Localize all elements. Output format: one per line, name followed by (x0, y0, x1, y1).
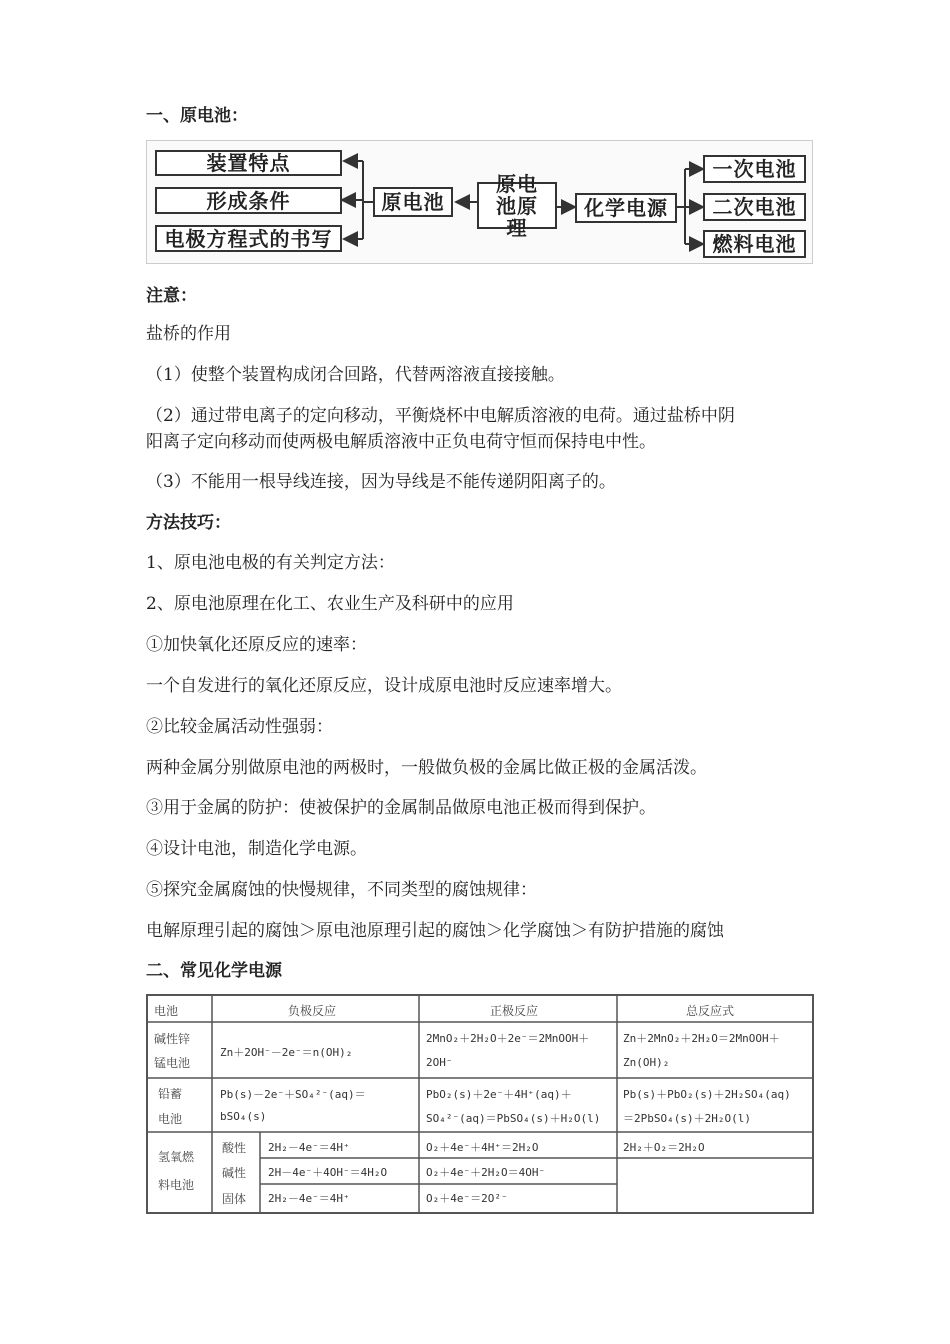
application-a-text: 一个自发进行的氧化还原反应，设计成原电池时反应速率增大。 (146, 676, 622, 696)
chemical-power-table (146, 994, 814, 1214)
box-fuel-cell: 燃料电池 (703, 230, 806, 258)
row3-alkaline-label: 碱性 (222, 1166, 247, 1180)
row2-positive-line1: PbO₂(s)＋2e⁻＋4H⁺(aq)＋ (426, 1088, 572, 1101)
box-electrode-equations: 电极方程式的书写 (155, 225, 342, 252)
salt-bridge-heading: 盐桥的作用 (146, 324, 231, 344)
notes-heading: 注意： (146, 286, 197, 306)
row1-name-line2: 锰电池 (154, 1056, 191, 1070)
row2-name-line2: 电池 (158, 1112, 183, 1126)
box-chemical-power-source: 化学电源 (575, 193, 677, 223)
row2-negative-line2: bSO₄(s) (220, 1110, 267, 1123)
row1-total-line1: Zn＋2MnO₂＋2H₂O＝2MnOOH＋ (623, 1032, 780, 1045)
application-b-text: 两种金属分别做原电池的两极时，一般做负极的金属比做正极的金属活泼。 (146, 758, 707, 778)
application-a-title: ①加快氧化还原反应的速率： (146, 635, 367, 655)
row2-total-line1: Pb(s)＋PbO₂(s)＋2H₂SO₄(aq) (623, 1088, 791, 1101)
application-c-text: ③用于金属的防护：使被保护的金属制品做原电池正极而得到保护。 (146, 798, 656, 818)
note-item-3: （3）不能用一根导线连接，因为导线是不能传递阴阳离子的。 (146, 472, 616, 492)
row3-solid-negative: 2H₂－4e⁻＝4H⁺ (268, 1192, 350, 1205)
row3-name-line1: 氢氧燃 (158, 1150, 195, 1164)
row1-positive-line2: 2OH⁻ (426, 1056, 453, 1069)
methods-heading: 方法技巧： (146, 513, 231, 533)
section-2-title: 二、常见化学电源 (146, 961, 282, 981)
row3-alkaline-negative: 2H－4e⁻＋4OH⁻＝4H₂O (268, 1166, 388, 1179)
box-cell-principle: 原电池原理 (477, 182, 557, 229)
application-e-title: ⑤探究金属腐蚀的快慢规律，不同类型的腐蚀规律： (146, 880, 537, 900)
row3-acidic-label: 酸性 (222, 1141, 247, 1155)
box-secondary-battery: 二次电池 (703, 193, 806, 221)
row1-name-line1: 碱性锌 (154, 1032, 191, 1046)
row2-total-line2: ＝2PbSO₄(s)＋2H₂O(l) (623, 1112, 751, 1125)
row3-acidic-positive: O₂＋4e⁻＋4H⁺＝2H₂O (426, 1141, 539, 1154)
row3-alkaline-positive: O₂＋4e⁻＋2H₂O＝4OH⁻ (426, 1166, 546, 1179)
box-device-features: 装置特点 (155, 150, 342, 176)
header-negative: 负极反应 (288, 1004, 337, 1018)
row3-solid-label: 固体 (222, 1192, 247, 1206)
box-galvanic-cell: 原电池 (373, 187, 453, 217)
row2-name-line1: 铅蓄 (158, 1087, 183, 1101)
row3-acidic-total: 2H₂＋O₂＝2H₂O (623, 1141, 705, 1154)
battery-concept-diagram (146, 140, 813, 264)
note-item-2-line-1: （2）通过带电离子的定向移动，平衡烧杯中电解质溶液的电荷。通过盐桥中阴 (146, 406, 735, 426)
note-item-1: （1）使整个装置构成闭合回路，代替两溶液直接接触。 (146, 365, 565, 385)
row3-name-line2: 料电池 (158, 1178, 195, 1192)
row2-negative-line1: Pb(s)－2e⁻＋SO₄²⁻(aq)＝ (220, 1088, 366, 1101)
row3-solid-positive: O₂＋4e⁻＝2O²⁻ (426, 1192, 508, 1205)
row1-positive-line1: 2MnO₂＋2H₂O＋2e⁻＝2MnOOH＋ (426, 1032, 590, 1045)
application-e-text: 电解原理引起的腐蚀＞原电池原理引起的腐蚀＞化学腐蚀＞有防护措施的腐蚀 (146, 921, 724, 941)
application-b-title: ②比较金属活动性强弱： (146, 717, 333, 737)
application-d-text: ④设计电池，制造化学电源。 (146, 839, 367, 859)
box-formation-conditions: 形成条件 (155, 187, 342, 214)
row2-positive-line2: SO₄²⁻(aq)＝PbSO₄(s)＋H₂O(l) (426, 1112, 601, 1125)
row1-negative: Zn＋2OH⁻－2e⁻＝n(OH)₂ (220, 1046, 353, 1059)
section-1-title: 一、原电池： (146, 106, 248, 126)
box-primary-battery: 一次电池 (703, 155, 806, 183)
header-positive: 正极反应 (490, 1004, 539, 1018)
row3-acidic-negative: 2H₂－4e⁻＝4H⁺ (268, 1141, 350, 1154)
note-item-2-line-2: 阳离子定向移动而使两极电解质溶液中正负电荷守恒而保持电中性。 (146, 432, 656, 452)
header-total: 总反应式 (686, 1004, 735, 1018)
row1-total-line2: Zn(OH)₂ (623, 1056, 670, 1069)
method-line-1: 1、原电池电极的有关判定方法： (146, 553, 395, 573)
method-line-2: 2、原电池原理在化工、农业生产及科研中的应用 (146, 594, 514, 614)
header-battery: 电池 (154, 1004, 179, 1018)
